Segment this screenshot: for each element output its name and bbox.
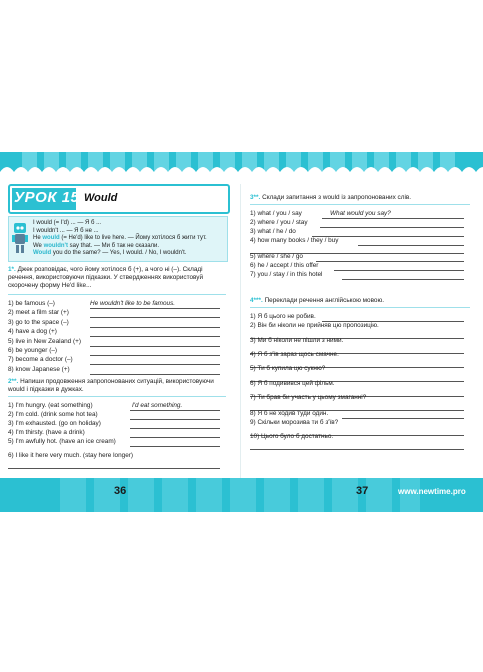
answer-line[interactable]	[90, 355, 220, 356]
example-answer: He wouldn't like to be famous.	[90, 300, 176, 307]
exercise-1-instruction: 1*. Джек розповідає, чого йому хотілося б (+), а чого ні (–). Складі речення, використовуючи підказки. У ствердженнях використовуй скорочену форму He'd like...	[8, 266, 204, 289]
exercise-2-divider	[8, 396, 226, 397]
answer-line[interactable]	[90, 308, 220, 309]
answer-line[interactable]	[90, 374, 220, 375]
answer-line[interactable]	[130, 446, 220, 447]
exercise-3-divider	[250, 204, 470, 205]
answer-line[interactable]	[342, 418, 464, 419]
exercise-item	[8, 366, 70, 374]
exercise-question: 7) become a doctor (–)	[8, 356, 73, 364]
exercise-question: 2) meet a film star (+)	[8, 309, 69, 317]
exercise-item	[8, 402, 93, 410]
answer-line[interactable]	[322, 218, 464, 219]
exercise-question: 5) I'm awfully hot. (have an ice cream)	[8, 438, 116, 445]
wave-border	[0, 152, 483, 184]
robot-mascot-icon	[11, 221, 29, 255]
exercise-question: 7) Ти брав би участь у цьому змаганні?	[250, 394, 367, 401]
answer-line[interactable]	[130, 410, 220, 411]
exercise-4-divider	[250, 307, 470, 308]
exercise-1-divider	[8, 294, 226, 295]
exercise-item	[8, 420, 101, 428]
exercise-question: 8) Я б не ходив туди один.	[250, 410, 329, 417]
exercise-question: 6) Я б подивився цей фільм.	[250, 380, 335, 387]
grammar-box	[8, 216, 228, 262]
exercise-item	[250, 210, 302, 218]
exercise-2-instruction: 2**. Напиши продовження запропонованих ситуацій, використовуючи would і підказки в дужках.	[8, 378, 214, 393]
exercise-item	[250, 394, 366, 402]
grammar-line-1: I would (= I'd) ... — Я б ...	[33, 220, 102, 226]
answer-line[interactable]	[320, 227, 464, 228]
lesson-header	[8, 184, 230, 214]
grammar-line-5: Would you do the same? — Yes, I would. / No, I wouldn't.	[33, 250, 187, 256]
exercise-question: 5) where / she / go	[250, 253, 303, 260]
grammar-line-3: He would (= He'd) like to live here. — Йому хотілося б жити тут.	[33, 235, 207, 241]
exercise-item	[250, 313, 316, 321]
answer-line[interactable]	[316, 261, 464, 262]
exercise-question: 7) you / stay / in this hotel	[250, 271, 323, 278]
example-answer: I'd eat something.	[132, 402, 183, 409]
exercise-question: 6) be younger (–)	[8, 347, 58, 354]
exercise-question: 8) know Japanese (+)	[8, 365, 70, 373]
exercise-item	[250, 365, 325, 373]
exercise-item	[250, 351, 339, 359]
lesson-topic: Would	[84, 192, 118, 204]
exercise-question: 2) where / you / stay	[250, 219, 308, 226]
exercise-question: 4) how many books / they / buy	[250, 237, 339, 244]
exercise-question: 3) what / he / do	[250, 228, 296, 235]
exercise-item	[8, 438, 116, 446]
exercise-item	[250, 322, 379, 330]
answer-line[interactable]	[130, 428, 220, 429]
answer-line[interactable]	[90, 317, 220, 318]
grammar-line-4: We wouldn't say that. — Ми б так не сказали.	[33, 242, 160, 249]
exercise-item	[250, 337, 343, 345]
exercise-item	[250, 219, 308, 227]
answer-line[interactable]	[342, 279, 464, 280]
exercise-question: 1) I'm hungry. (eat something)	[8, 402, 93, 409]
page-fold	[240, 184, 241, 478]
page-number-left: 36	[114, 485, 127, 497]
exercise-question: 1) Я б цього не робив.	[250, 313, 316, 320]
exercise-item	[8, 319, 69, 327]
exercise-item	[8, 356, 73, 364]
exercise-item	[8, 411, 98, 419]
exercise-question: 10) Цього було б достатньо.	[250, 433, 334, 440]
exercise-item	[250, 433, 333, 441]
exercise-question: 6) I like it here very much. (stay here longer)	[8, 452, 134, 459]
answer-line[interactable]	[8, 468, 220, 469]
exercise-item	[250, 228, 296, 236]
exercise-question: 2) I'm cold. (drink some hot tea)	[8, 411, 98, 418]
exercise-question: 4) have a dog (+)	[8, 328, 57, 336]
right-page	[250, 184, 476, 476]
exercise-question: 4) Я б з'їв зараз щось смачне.	[250, 351, 339, 358]
exercise-question: 6) he / accept / this offer	[250, 262, 319, 269]
website-url[interactable]: www.newtime.pro	[398, 487, 466, 496]
exercise-item	[250, 271, 322, 279]
exercise-item	[8, 429, 85, 437]
answer-line[interactable]	[90, 336, 220, 337]
exercise-item	[8, 347, 57, 355]
exercise-item	[8, 328, 57, 336]
answer-line[interactable]	[358, 245, 464, 246]
exercise-item	[8, 309, 69, 317]
exercise-question: 9) Скільки морозива ти б з'їв?	[250, 419, 339, 426]
exercise-item	[250, 410, 328, 418]
exercise-item	[250, 262, 318, 270]
page-number-right: 37	[356, 485, 369, 497]
exercise-question: 3) Ми б ніколи не пішли з ними.	[250, 337, 344, 344]
answer-line[interactable]	[90, 346, 220, 347]
exercise-question: 5) live in New Zealand (+)	[8, 337, 81, 345]
exercise-3-instruction: 3**. Склади запитання з would із запропонованих слів.	[250, 194, 412, 201]
exercise-question: 5) Ти б купила цю сукню?	[250, 365, 326, 372]
left-page	[8, 184, 232, 476]
exercise-item	[8, 338, 81, 346]
exercise-question: 2) Він би ніколи не прийняв цю пропозицію.	[250, 322, 379, 329]
answer-line[interactable]	[334, 270, 464, 271]
exercise-question: 1) be famous (–)	[8, 300, 55, 307]
exercise-item	[250, 380, 335, 388]
answer-line[interactable]	[90, 364, 220, 365]
answer-line[interactable]	[90, 327, 220, 328]
exercise-question: 4) I'm thirsty. (have a drink)	[8, 429, 85, 436]
exercise-item	[250, 253, 303, 261]
exercise-item	[250, 237, 338, 245]
exercise-4-instruction: 4***. Переклади речення англійською мовою.	[250, 297, 385, 304]
lesson-number: УРОК 15.	[14, 189, 85, 206]
exercise-item	[8, 452, 133, 460]
exercise-item	[8, 300, 55, 308]
grammar-line-2: I wouldn't ... — Я б не ...	[33, 227, 99, 234]
exercise-item	[250, 419, 338, 427]
answer-line[interactable]	[130, 419, 220, 420]
answer-line[interactable]	[250, 449, 464, 450]
exercise-question: 3) go to the space (–)	[8, 318, 69, 326]
example-answer: What would you say?	[330, 210, 391, 217]
exercise-question: 1) what / you / say	[250, 210, 302, 217]
answer-line[interactable]	[130, 437, 220, 438]
exercise-question: 3) I'm exhausted. (go on holiday)	[8, 420, 101, 427]
